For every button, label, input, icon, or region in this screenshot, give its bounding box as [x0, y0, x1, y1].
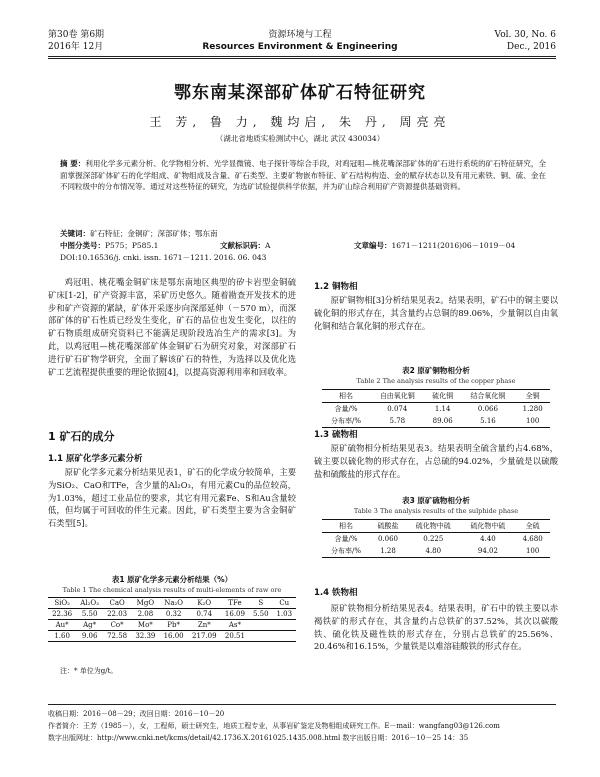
table3-header: 硫化物中硫 — [470, 522, 506, 530]
article-value: 1671－1211(2016)06－1019－04 — [391, 241, 516, 250]
table1-cell: 1.60 — [54, 632, 70, 640]
table1-cell: K₂O — [197, 599, 212, 607]
table2-header: 结合氧化铜 — [470, 392, 506, 400]
table1-cell: 5.50 — [252, 610, 269, 618]
table1-cell: 16.00 — [163, 632, 184, 640]
table1-cell — [249, 620, 272, 631]
table2-caption — [314, 366, 558, 376]
table3-cell: 分布率/% — [330, 547, 361, 555]
table2-cell: 5.78 — [389, 417, 406, 425]
table1-cell: SiO₂ — [54, 599, 70, 607]
clc-number — [60, 240, 158, 251]
section-1-2-heading: 1.2 铜物相 — [314, 282, 358, 292]
table3-caption-en: Table 3 The analysis results of the sulphide phase — [353, 507, 519, 515]
section-1-heading: 1 矿石的成分 — [48, 430, 115, 443]
table1-cell: 22.03 — [107, 610, 128, 618]
intro-paragraph: 鸡冠咀、桃花嘴金铜矿床是鄂东南地区典型的矽卡岩型金铜硫矿床[1-2]，矿产资源丰富，采矿历史悠久。随着勘查开发技术的进步和矿产资源的紧缺，矿体开采逐步向深部延伸（－570 m），而深部矿体的矿石性质已经发生变化，矿石的品位也发生变化，以往的矿石物质组成研究资料已不能满足现阶段选冶生产的需求[3]。为此，以鸡冠咀—桃花嘴深部矿体金铜矿石为研究对象，对深部矿石进行矿石矿物学研究，全面了解该矿石的特性，为选择以及优化选矿工艺流程提供重要的理论依据[4]，以提高资源利用率和回收率。 — [48, 277, 296, 377]
article-number — [354, 240, 515, 251]
table1-cell: 32.39 — [135, 632, 156, 640]
table2-cell: 分布率/% — [330, 417, 361, 425]
abstract — [60, 158, 546, 193]
table1-cell: MgO — [136, 599, 155, 607]
section-1-4-paragraph: 原矿铁物相分析结果见表4。结果表明，矿石中的铁主要以赤褐铁矿的形式存在，其含量约占总铁矿的37.52%，其次以碳酸铁、硫化铁及磁性铁的形式存在，分别占总铁矿的25.56%、20.46%和16.15%，少量铁是以难溶硅酸铁的形式存在。 — [314, 603, 558, 652]
table1-cell: Mo* — [137, 621, 153, 629]
table1-cell: Zn* — [197, 621, 211, 629]
table1-cell: Cu — [279, 599, 290, 607]
table1-cell: 22.36 — [52, 610, 73, 618]
header-rule-2 — [48, 58, 556, 59]
table3-cell: 1.28 — [380, 547, 396, 555]
clc-label: 中图分类号： — [60, 241, 105, 250]
table3-cell: 94.02 — [477, 547, 498, 555]
table3-cell: 含量/% — [334, 535, 358, 543]
table1-cell: 16.09 — [224, 610, 245, 618]
keywords-text: 矿石特征；金铜矿；深部矿体；鄂东南 — [90, 229, 218, 238]
doc-code — [220, 240, 270, 251]
table2-caption-text: 表2 原矿铜物相分析 — [402, 366, 470, 375]
table3-cell: 0.225 — [423, 535, 444, 543]
received-date: 收稿日期：2016－08－29；改回日期：2016－10－20 — [48, 710, 225, 718]
table1-cell — [273, 631, 297, 642]
table3-header: 全硫 — [525, 522, 540, 530]
table3-header: 硫化物中硫 — [415, 522, 451, 530]
author-bio: 作者简介：王芳（1985－），女，工程师，硕士研究生，地质工程专业，从事岩矿鉴定及物相组成研究工作。E－mail：wangfang03@126.com — [48, 722, 500, 730]
keywords-label: 关键词： — [60, 229, 90, 238]
header-journal-en: Resources Environment & Engineering — [202, 42, 398, 52]
header-rule — [48, 56, 556, 57]
table2 — [322, 389, 550, 428]
table1-cell: Al₂O₃ — [80, 599, 99, 607]
table3-caption — [314, 496, 558, 506]
table2-cell: 0.074 — [387, 405, 408, 413]
section-1-3-paragraph: 原矿硫物相分析结果见表3。结果表明全硫含量约占4.68%，硫主要以硫化物的形式存在，占总硫的94.02%，少量硫是以硫酸盐和硫酸盐的形式存在。 — [314, 443, 558, 479]
table1-cell: Co* — [110, 621, 124, 629]
table1-cell: 0.32 — [165, 610, 182, 618]
footer-rule — [48, 704, 556, 705]
digital-publishing: 数字出版网址：http://www.cnki.net/kcms/detail/42.1736.X.20161025.1435.008.html 数字出版日期：2016－10－25 14：35 — [48, 734, 469, 742]
table3-header: 硫酸盐 — [377, 522, 399, 530]
section-1-3-heading: 1.3 硫物相 — [314, 430, 358, 440]
table2-header: 相名 — [339, 392, 353, 400]
table1-caption — [48, 575, 296, 585]
clc-value: P575；P585.1 — [105, 241, 159, 250]
section-1-4-heading: 1.4 铁物相 — [314, 588, 358, 598]
table3-cell: 4.80 — [425, 547, 442, 555]
table2-cell: 含量/% — [334, 405, 358, 413]
table2-cell: 1.14 — [434, 405, 451, 413]
table1-cell: 9.06 — [81, 632, 98, 640]
table1-cell: Pb* — [167, 621, 180, 629]
table1 — [48, 597, 296, 642]
table2-cell: 1.280 — [522, 405, 543, 413]
table2-header: 自由氧化铜 — [379, 392, 415, 400]
table1-cell — [273, 620, 297, 631]
table1-cell: 2.08 — [137, 610, 154, 618]
header-date-en: Dec., 2016 — [506, 42, 556, 52]
table3-cell: 4.680 — [522, 535, 543, 543]
table2-header: 硫化铜 — [432, 392, 454, 400]
table1-cell: 217.09 — [192, 632, 217, 640]
table1-cell: 5.50 — [81, 610, 98, 618]
table3-cell: 4.40 — [480, 535, 496, 543]
table3-caption-text: 表3 原矿硫物相分析 — [402, 496, 470, 505]
table2-header: 全铜 — [525, 392, 540, 400]
table1-cell: Na₂O — [164, 599, 184, 607]
section-1-2-paragraph: 原矿铜物相[3]分析结果见表2。结果表明，矿石中的铜主要以硫化铜的形式存在，其含量约占总铜的89.06%，少量铜以自由氧化铜和结合氧化铜的形式存在。 — [314, 295, 558, 331]
table2-cell: 0.066 — [477, 405, 498, 413]
table1-cell: Au* — [55, 621, 69, 629]
authors: 王 芳, 鲁 力, 魏均启, 朱 丹, 周亮亮 — [149, 115, 451, 129]
table3 — [322, 519, 550, 558]
table2-cell: 100 — [525, 417, 540, 425]
doc-value: A — [265, 241, 271, 250]
table1-cell: Ag* — [83, 621, 97, 629]
table1-caption-en: Table 1 The chemical analysis results of multi-elements of raw ore — [62, 586, 282, 594]
table1-caption-text: 表1 原矿化学多元素分析结果（%） — [111, 575, 233, 584]
header-volume-cn: 第30卷 第6期 — [48, 30, 105, 40]
paper-title: 鄂东南某深部矿体矿石特征研究 — [174, 83, 426, 103]
doi: DOI:10.16536/j. cnki. issn. 1671－1211. 2016. 06. 043 — [60, 253, 267, 262]
keywords — [60, 228, 218, 239]
header-volume-en: Vol. 30, No. 6 — [494, 30, 556, 40]
table1-cell: TFe — [228, 599, 242, 607]
table3-cell: 0.060 — [377, 535, 399, 543]
table1-cell: S — [258, 599, 264, 607]
table1-cell: CaO — [109, 599, 125, 607]
doc-label: 文献标识码： — [220, 241, 265, 250]
table3-header: 相名 — [339, 522, 353, 530]
table1-cell: 1.03 — [276, 610, 293, 618]
table1-cell — [249, 631, 272, 642]
header-journal-cn: 资源环境与工程 — [268, 30, 332, 40]
table1-cell: 0.74 — [196, 610, 213, 618]
table2-cell: 5.16 — [480, 417, 496, 425]
table2-caption-en: Table 2 The analysis results of the copper phase — [356, 377, 516, 385]
section-1-1-heading: 1.1 原矿化学多元素分析 — [48, 454, 143, 464]
table2-cell: 89.06 — [432, 417, 453, 425]
table1-cell: As* — [228, 621, 242, 629]
section-1-1-paragraph: 原矿化学多元素分析结果见表1，矿石的化学成分较简单，主要为SiO₂、CaO和TFe，含少量的Al₂O₃，有用元素Cu的品位较高，为1.03%，超过工业品位的要求，其它有用元素Fe、S和Au含量较低，但均属于可回收的伴生元素。因此，矿石类型主要为含金铜矿石类型[5]。 — [48, 467, 296, 529]
table1-cell: 72.58 — [107, 632, 128, 640]
abstract-label: 摘 要： — [60, 159, 86, 168]
table1-cell: 20.51 — [224, 632, 245, 640]
article-label: 文章编号： — [354, 241, 392, 250]
table3-cell: 100 — [525, 547, 540, 555]
header-date-cn: 2016年 12月 — [48, 42, 104, 52]
table1-note: 注：* 单位为g/t。 — [60, 667, 118, 675]
abstract-text: 利用化学多元素分析、化学物相分析、光学显微镜、电子探针等综合手段，对鸡冠咀—桃花嘴深部矿体的矿石进行系统的矿石特征研究，全面掌握深部矿体矿石的化学组成、矿物组成及含量、矿石类型、主要矿物嵌布特征、矿石结构构造、金的赋存状态以及有用元素铁、铜、硫、金在不同粒级中的分布情况等。通过对这些特征的研究，为选矿试验提供科学依据，并为矿山综合利用矿产资源提供基础资料。 — [60, 159, 546, 191]
affiliation: （湖北省地质实验测试中心，湖北 武汉 430034） — [215, 134, 385, 143]
